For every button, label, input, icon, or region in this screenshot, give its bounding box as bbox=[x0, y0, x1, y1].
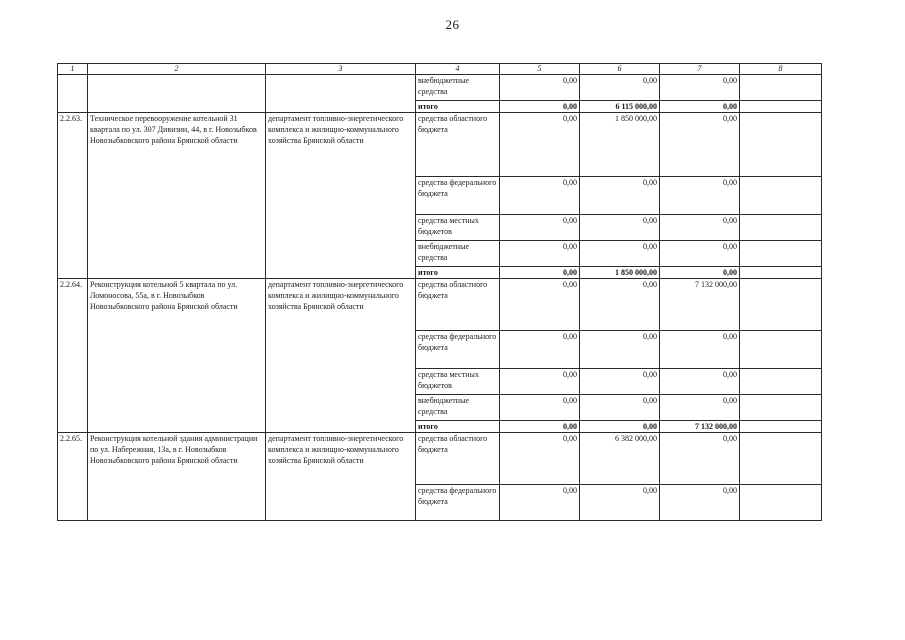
source-cell: итого bbox=[416, 421, 500, 433]
value-col5: 0,00 bbox=[500, 395, 580, 421]
source-cell: итого bbox=[416, 101, 500, 113]
table-row bbox=[58, 279, 822, 331]
value-col8 bbox=[740, 177, 822, 215]
table-row bbox=[58, 433, 822, 485]
value-col7: 0,00 bbox=[660, 101, 740, 113]
value-col6: 6 115 000,00 bbox=[580, 101, 660, 113]
value-col5: 0,00 bbox=[500, 485, 580, 521]
value-col8 bbox=[740, 267, 822, 279]
value-col7: 0,00 bbox=[660, 215, 740, 241]
source-cell: средства местных бюджетов bbox=[416, 369, 500, 395]
value-col5: 0,00 bbox=[500, 369, 580, 395]
item-department: департамент топливно-энергетического комплекса и жилищно-коммунального хозяйства Брянской области bbox=[266, 279, 416, 433]
value-col5: 0,00 bbox=[500, 215, 580, 241]
value-col7: 7 132 000,00 bbox=[660, 279, 740, 331]
value-col6: 0,00 bbox=[580, 331, 660, 369]
value-col8 bbox=[740, 395, 822, 421]
budget-table bbox=[57, 63, 822, 521]
value-col5: 0,00 bbox=[500, 331, 580, 369]
value-col7: 0,00 bbox=[660, 331, 740, 369]
value-col7: 0,00 bbox=[660, 177, 740, 215]
source-cell: средства местных бюджетов bbox=[416, 215, 500, 241]
value-col6: 0,00 bbox=[580, 177, 660, 215]
value-col8 bbox=[740, 331, 822, 369]
value-col6: 1 850 000,00 bbox=[580, 113, 660, 177]
item-code: 2.2.64. bbox=[58, 279, 88, 433]
value-col5: 0,00 bbox=[500, 113, 580, 177]
value-col6: 0,00 bbox=[580, 421, 660, 433]
item-department: департамент топливно-энергетического комплекса и жилищно-коммунального хозяйства Брянской области bbox=[266, 113, 416, 279]
value-col5: 0,00 bbox=[500, 177, 580, 215]
value-col5: 0,00 bbox=[500, 279, 580, 331]
value-col6: 0,00 bbox=[580, 75, 660, 101]
value-col7: 0,00 bbox=[660, 433, 740, 485]
code-cell bbox=[58, 75, 88, 113]
value-col5: 0,00 bbox=[500, 433, 580, 485]
value-col8 bbox=[740, 433, 822, 485]
value-col8 bbox=[740, 75, 822, 101]
value-col7: 0,00 bbox=[660, 113, 740, 177]
header-col-5: 5 bbox=[500, 64, 580, 75]
value-col7: 0,00 bbox=[660, 369, 740, 395]
value-col8 bbox=[740, 241, 822, 267]
header-col-2: 2 bbox=[88, 64, 266, 75]
value-col6: 0,00 bbox=[580, 279, 660, 331]
source-cell: средства областного бюджета bbox=[416, 433, 500, 485]
value-col5: 0,00 bbox=[500, 101, 580, 113]
source-cell: средства областного бюджета bbox=[416, 113, 500, 177]
value-col7: 0,00 bbox=[660, 241, 740, 267]
description-cell bbox=[88, 75, 266, 113]
item-department: департамент топливно-энергетического комплекса и жилищно-коммунального хозяйства Брянской области bbox=[266, 433, 416, 521]
value-col8 bbox=[740, 279, 822, 331]
item-description: Реконструкция котельной здания администрации по ул. Набережная, 13а, в г. Новозыбков Новозыбковского района Брянской области bbox=[88, 433, 266, 521]
value-col6: 1 850 000,00 bbox=[580, 267, 660, 279]
page-number: 26 bbox=[445, 17, 460, 32]
value-col8 bbox=[740, 369, 822, 395]
value-col8 bbox=[740, 485, 822, 521]
value-col5: 0,00 bbox=[500, 241, 580, 267]
source-cell: средства федерального бюджета bbox=[416, 485, 500, 521]
header-col-8: 8 bbox=[740, 64, 822, 75]
source-cell: средства федерального бюджета bbox=[416, 177, 500, 215]
value-col7: 0,00 bbox=[660, 485, 740, 521]
value-col6: 0,00 bbox=[580, 369, 660, 395]
value-col6: 0,00 bbox=[580, 241, 660, 267]
value-col7: 0,00 bbox=[660, 75, 740, 101]
source-cell: внебюджетные средства bbox=[416, 395, 500, 421]
value-col8 bbox=[740, 421, 822, 433]
item-description: Реконструкция котельной 5 квартала по ул. Ломоносова, 55а, в г. Новозыбков Новозыбковского района Брянской области bbox=[88, 279, 266, 433]
value-col8 bbox=[740, 113, 822, 177]
source-cell: внебюджетные средства bbox=[416, 241, 500, 267]
value-col6: 0,00 bbox=[580, 215, 660, 241]
department-cell bbox=[266, 75, 416, 113]
header-col-7: 7 bbox=[660, 64, 740, 75]
value-col8 bbox=[740, 101, 822, 113]
value-col7: 0,00 bbox=[660, 395, 740, 421]
source-cell: средства федерального бюджета bbox=[416, 331, 500, 369]
value-col7: 0,00 bbox=[660, 267, 740, 279]
item-description: Техническое перевооружение котельной 31 квартала по ул. 307 Дивизии, 44, в г. Новозыбков Новозыбковского района Брянской области bbox=[88, 113, 266, 279]
value-col5: 0,00 bbox=[500, 75, 580, 101]
value-col5: 0,00 bbox=[500, 267, 580, 279]
value-col6: 6 382 000,00 bbox=[580, 433, 660, 485]
table-row bbox=[58, 75, 822, 101]
table-row bbox=[58, 113, 822, 177]
value-col5: 0,00 bbox=[500, 421, 580, 433]
value-col7: 7 132 000,00 bbox=[660, 421, 740, 433]
value-col6: 0,00 bbox=[580, 395, 660, 421]
source-cell: итого bbox=[416, 267, 500, 279]
value-col6: 0,00 bbox=[580, 485, 660, 521]
header-col-4: 4 bbox=[416, 64, 500, 75]
header-row bbox=[58, 64, 822, 75]
item-code: 2.2.65. bbox=[58, 433, 88, 521]
source-cell: внебюджетные средства bbox=[416, 75, 500, 101]
item-code: 2.2.63. bbox=[58, 113, 88, 279]
value-col8 bbox=[740, 215, 822, 241]
header-col-3: 3 bbox=[266, 64, 416, 75]
source-cell: средства областного бюджета bbox=[416, 279, 500, 331]
header-col-6: 6 bbox=[580, 64, 660, 75]
header-col-1: 1 bbox=[58, 64, 88, 75]
